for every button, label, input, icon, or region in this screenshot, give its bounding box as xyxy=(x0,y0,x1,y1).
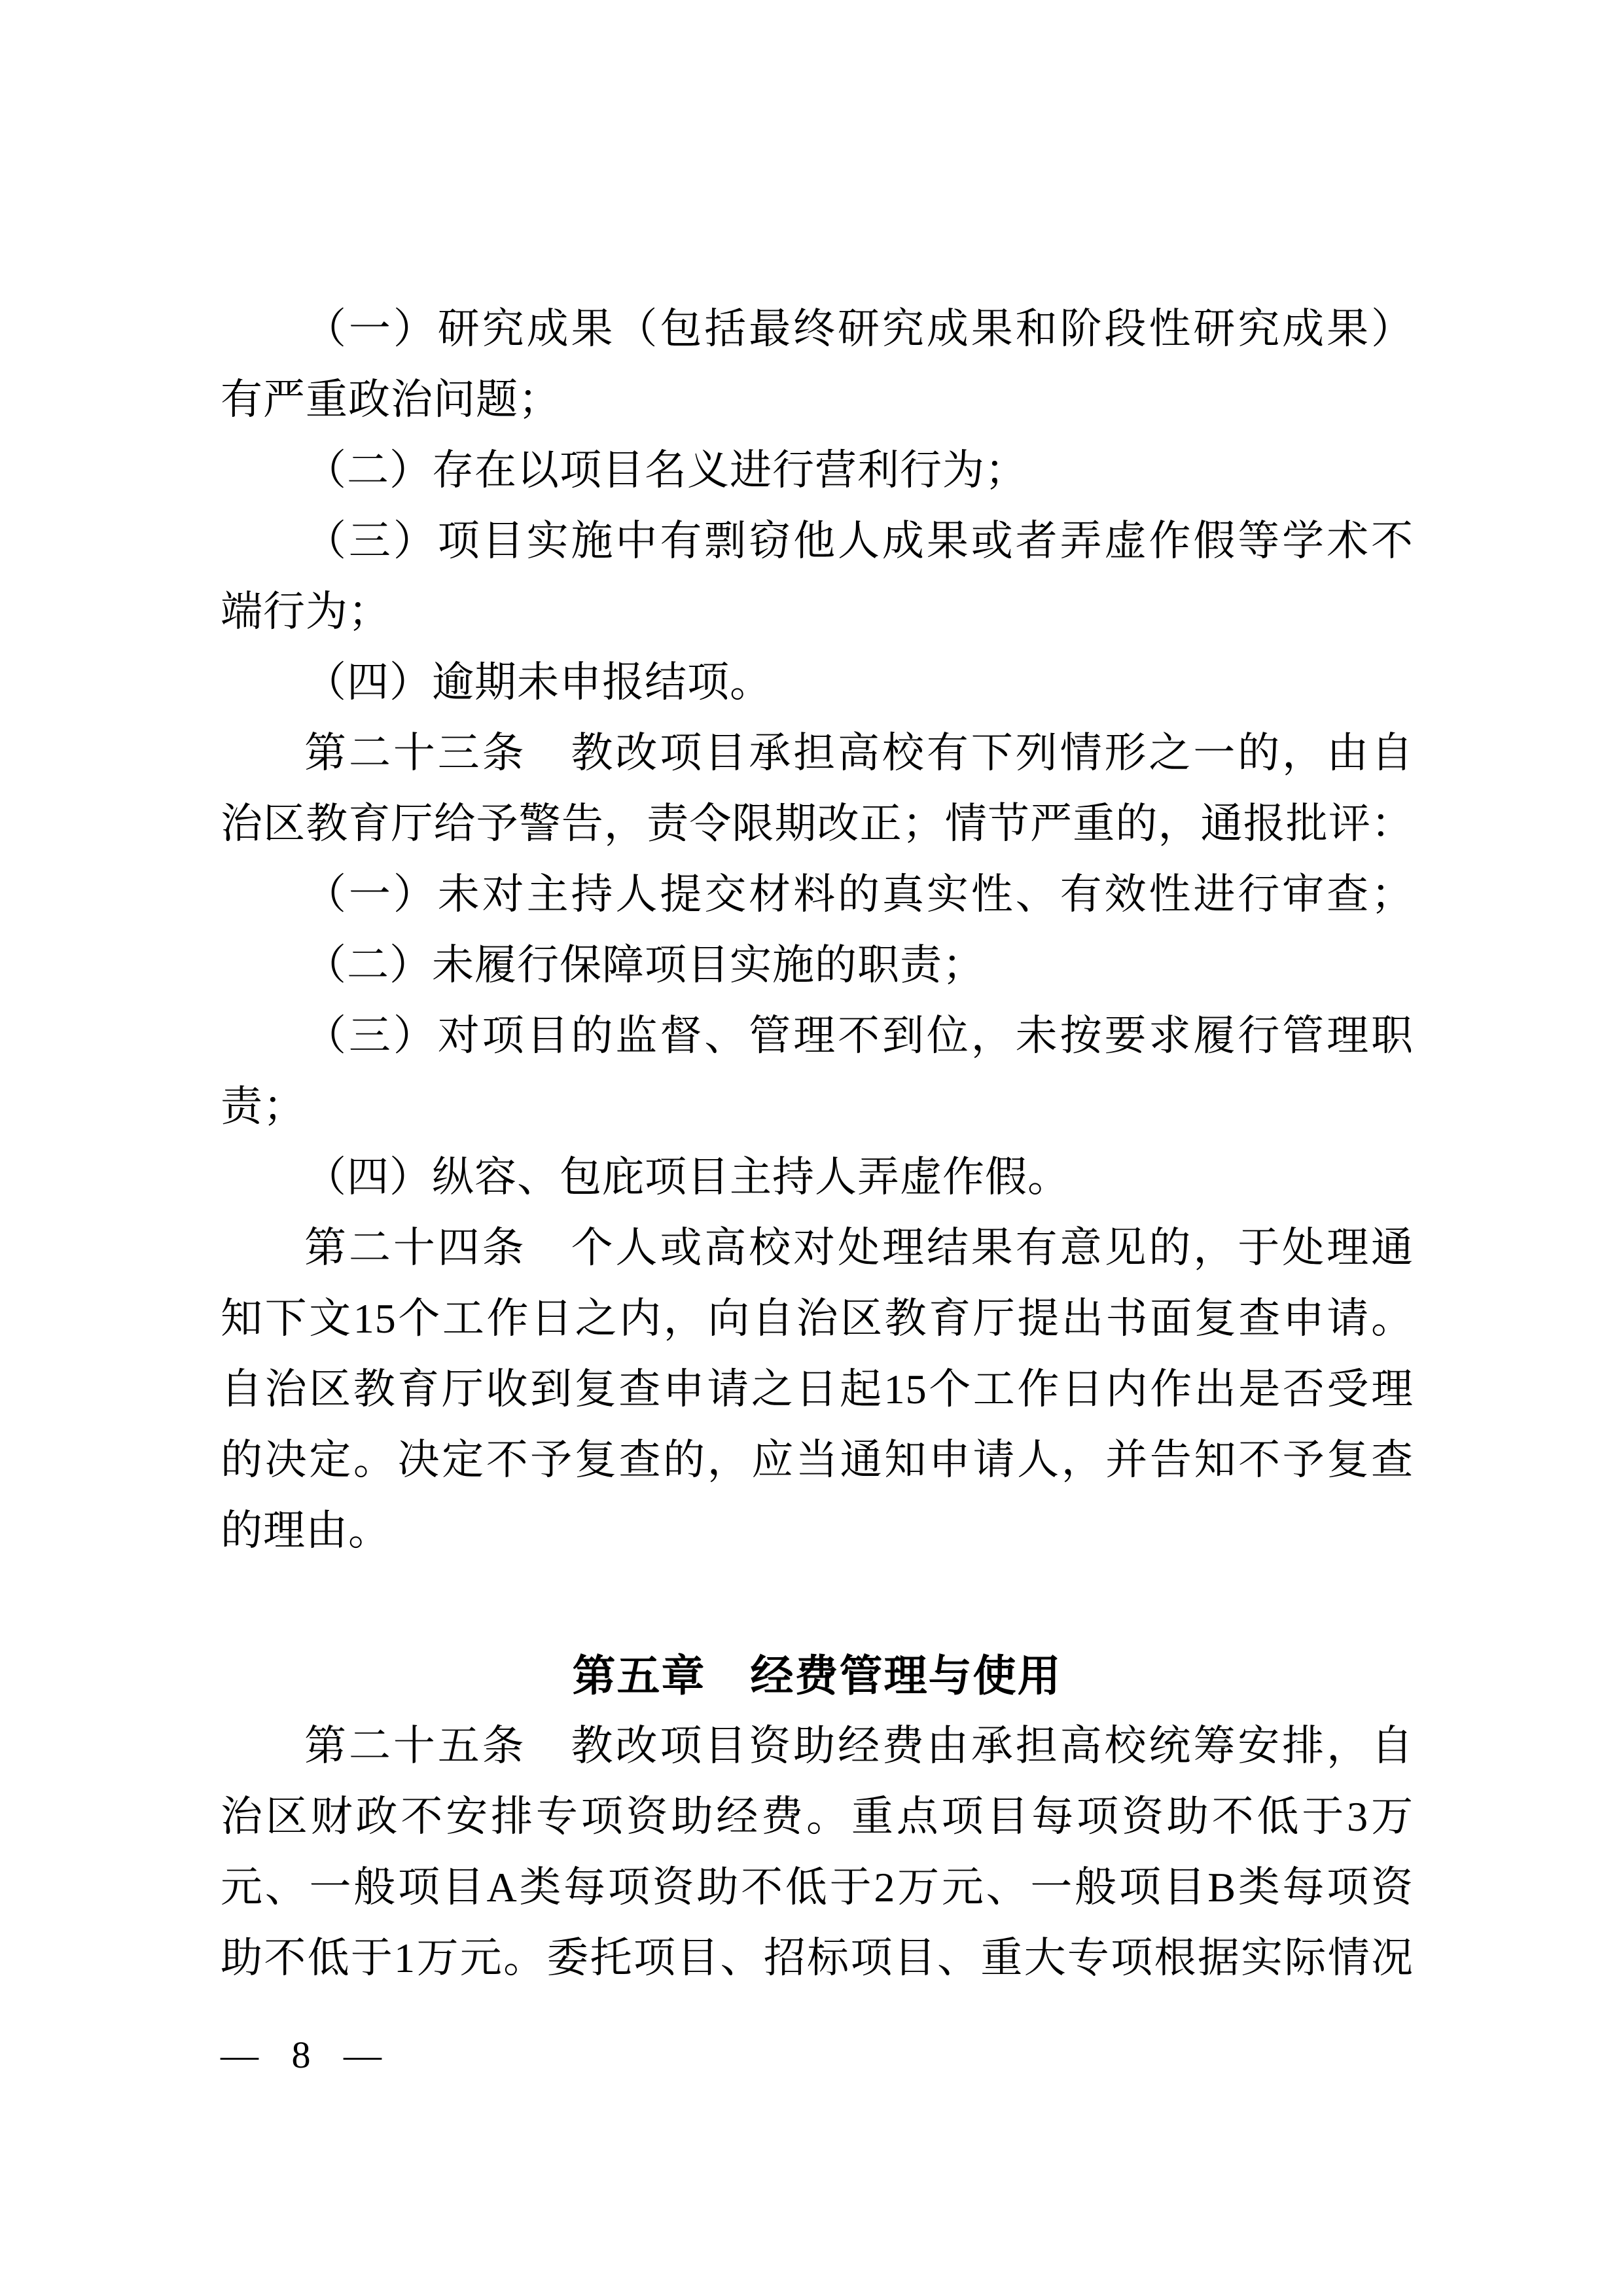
text-line: 责； xyxy=(221,1083,306,1130)
text-line: 治区教育厅给予警告，责令限期改正；情节严重的，通报批评： xyxy=(221,800,1414,847)
text-line: （二）存在以项目名义进行营利行为； xyxy=(304,447,1027,493)
text-line: 的决定。决定不予复查的，应当通知申请人，并告知不予复查 xyxy=(221,1437,1414,1483)
chapter-heading: 第五章 经费管理与使用 xyxy=(572,1651,1062,1700)
text-line: 第二十四条 个人或高校对处理结果有意见的，于处理通 xyxy=(304,1225,1414,1271)
text-line: （四）纵容、包庇项目主持人弄虚作假。 xyxy=(304,1154,1070,1200)
text-line: 第二十三条 教改项目承担高校有下列情形之一的，由自 xyxy=(304,730,1414,776)
text-line: 第二十五条 教改项目资助经费由承担高校统筹安排，自 xyxy=(304,1723,1414,1769)
text-line: 元、一般项目A类每项资助不低于2万元、一般项目B类每项资 xyxy=(221,1864,1414,1910)
text-line: 的理由。 xyxy=(221,1507,391,1554)
text-line: 知下文15个工作日之内，向自治区教育厅提出书面复查申请。 xyxy=(221,1295,1414,1342)
text-line: 自治区教育厅收到复查申请之日起15个工作日内作出是否受理 xyxy=(221,1366,1414,1412)
text-line: （一）未对主持人提交材料的真实性、有效性进行审查； xyxy=(304,871,1414,918)
text-line: 有严重政治问题； xyxy=(221,376,561,423)
text-line: 端行为； xyxy=(221,588,391,635)
text-line: （四）逾期未申报结项。 xyxy=(304,659,772,706)
text-line: （三）项目实施中有剽窃他人成果或者弄虚作假等学术不 xyxy=(304,518,1414,564)
document-body xyxy=(221,294,1414,1994)
text-line: 助不低于1万元。委托项目、招标项目、重大专项根据实际情况 xyxy=(221,1935,1414,1981)
text-line: （一）研究成果（包括最终研究成果和阶段性研究成果） xyxy=(304,306,1414,352)
text-line: （三）对项目的监督、管理不到位，未按要求履行管理职 xyxy=(304,1013,1414,1059)
page-number: — 8 — xyxy=(221,2034,387,2076)
text-line: 治区财政不安排专项资助经费。重点项目每项资助不低于3万 xyxy=(221,1793,1414,1840)
text-line: （二）未履行保障项目实施的职责； xyxy=(304,942,985,988)
